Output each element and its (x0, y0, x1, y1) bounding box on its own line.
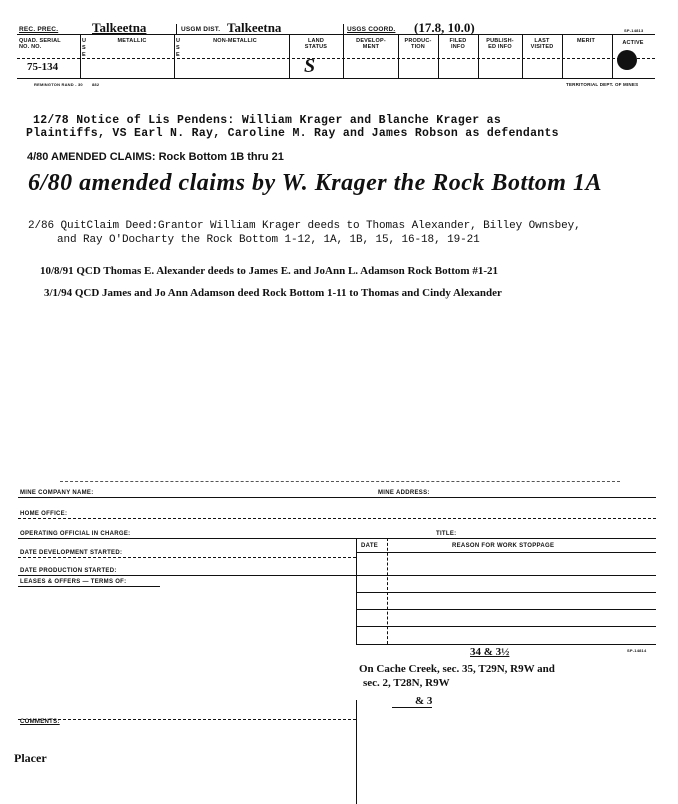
divider (356, 538, 357, 644)
row-line (18, 719, 356, 720)
leases-label: LEASES & OFFERS — TERMS OF: (20, 579, 127, 585)
prod-started-label: DATE PRODUCTION STARTED: (20, 568, 117, 574)
u-s-e-mark: U S E (176, 38, 181, 58)
divider (343, 24, 344, 34)
row-line (356, 626, 656, 627)
entry-amended-claims: 4/80 AMENDED CLAIMS: Rock Bottom 1B thru 21 (27, 151, 284, 163)
handwritten-strike (392, 707, 432, 708)
location-line1: On Cache Creek, sec. 35, T29N, R9W and (359, 663, 555, 675)
divider (562, 34, 563, 78)
location-line2: sec. 2, T28N, R9W (363, 677, 450, 689)
rec-prec-value: Talkeetna (92, 20, 147, 35)
usgs-coord-value: (17.8, 10.0) (414, 20, 475, 35)
title-label: TITLE: (436, 531, 457, 537)
location-ref: 34 & 3½ (470, 646, 510, 658)
divider (80, 34, 81, 78)
u-s-e-mark: U S E (82, 38, 87, 58)
reason-label: REASON FOR WORK STOPPAGE (452, 543, 555, 549)
row-line (356, 592, 656, 593)
row-line (356, 609, 656, 610)
operating-official-label: OPERATING OFFICIAL IN CHARGE: (20, 531, 131, 537)
row-line (356, 552, 656, 553)
metallic-label: METALLIC (117, 38, 147, 44)
entry-quitclaim-line2: and Ray O'Docharty the Rock Bottom 1-12, 1A, 1B, 15, 16-18, 19-21 (57, 234, 480, 246)
divider (289, 34, 290, 78)
header-row2-dashline (17, 58, 655, 59)
entry-handwritten-amended: 6/80 amended claims by W. Krager the Rock Bottom 1A (28, 170, 602, 196)
rec-prec-label: REC. PREC. (19, 26, 59, 33)
divider (176, 24, 177, 34)
entry-qcd-1994: 3/1/94 QCD James and Jo Ann Adamson deed Rock Bottom 1-11 to Thomas and Cindy Alexander (44, 287, 502, 299)
location-line3: & 3 (415, 695, 433, 707)
usgm-dist-value: Talkeetna (227, 20, 282, 35)
divider (438, 34, 439, 78)
divider (174, 34, 175, 78)
header-bottom-line (17, 78, 655, 79)
comments-value: Placer (14, 751, 47, 765)
mine-company-label: MINE COMPANY NAME: (20, 490, 94, 496)
divider (343, 34, 344, 78)
divider (522, 34, 523, 78)
land-status-label: LAND STATUS (304, 38, 328, 50)
comments-label: COMMENTS: (20, 719, 60, 725)
filed-info-label: FILED INFO (449, 38, 467, 50)
printer-label: REMINGTON RAND - 30 (34, 82, 83, 87)
entry-quitclaim-line1: 2/86 QuitClaim Deed:Grantor William Krager deeds to Thomas Alexander, Billey Ownsbey, (28, 220, 581, 232)
nonmetallic-label: NON-METALLIC (213, 38, 257, 44)
entry-lis-pendens-line1: 12/78 Notice of Lis Pendens: William Krager and Blanche Krager as (33, 114, 502, 127)
dev-started-label: DATE DEVELOPMENT STARTED: (20, 550, 123, 556)
entry-qcd-1991: 10/8/91 QCD Thomas E. Alexander deeds to James E. and JoAnn L. Adamson Rock Bottom #1-21 (40, 265, 498, 277)
active-punch-hole (617, 50, 637, 70)
dashline (60, 481, 620, 482)
land-status-value: S (304, 55, 316, 77)
divider (478, 34, 479, 78)
divider (612, 34, 613, 78)
row-line (18, 518, 656, 519)
row-line (356, 644, 656, 645)
row-line (18, 538, 656, 539)
merit-label: MERIT (576, 38, 596, 44)
date-column-divider (387, 538, 388, 644)
row-line (18, 557, 356, 558)
mine-address-label: MINE ADDRESS: (378, 490, 430, 496)
date-label: DATE (361, 543, 379, 549)
production-label: PRODUC- TION (404, 38, 432, 50)
usgs-coord-label: USGS COORD. (347, 26, 396, 33)
development-label: DEVELOP- MENT (356, 38, 386, 50)
quad-serial-label: QUAD. SERIAL NO. NO. (19, 38, 61, 50)
published-info-label: PUBLISH- ED INFO (486, 38, 514, 50)
form-number-bottom: SP-14814 (627, 648, 647, 653)
row-line (18, 575, 656, 576)
row-line (18, 497, 656, 498)
divider (398, 34, 399, 78)
printer-code: 882 (92, 82, 100, 87)
divider (356, 700, 357, 804)
row-line (18, 586, 160, 587)
active-label: ACTIVE (622, 40, 644, 46)
usgm-dist-label: USGM DIST. (181, 26, 221, 33)
form-number-top: SP-14813 (624, 28, 644, 33)
serial-value: 75-134 (27, 61, 59, 73)
last-visited-label: LAST VISITED (530, 38, 554, 50)
home-office-label: HOME OFFICE: (20, 511, 68, 517)
entry-lis-pendens-line2: Plaintiffs, VS Earl N. Ray, Caroline M. Ray and James Robson as defendants (26, 127, 559, 140)
department-label: TERRITORIAL DEPT. OF MINES (566, 82, 639, 87)
